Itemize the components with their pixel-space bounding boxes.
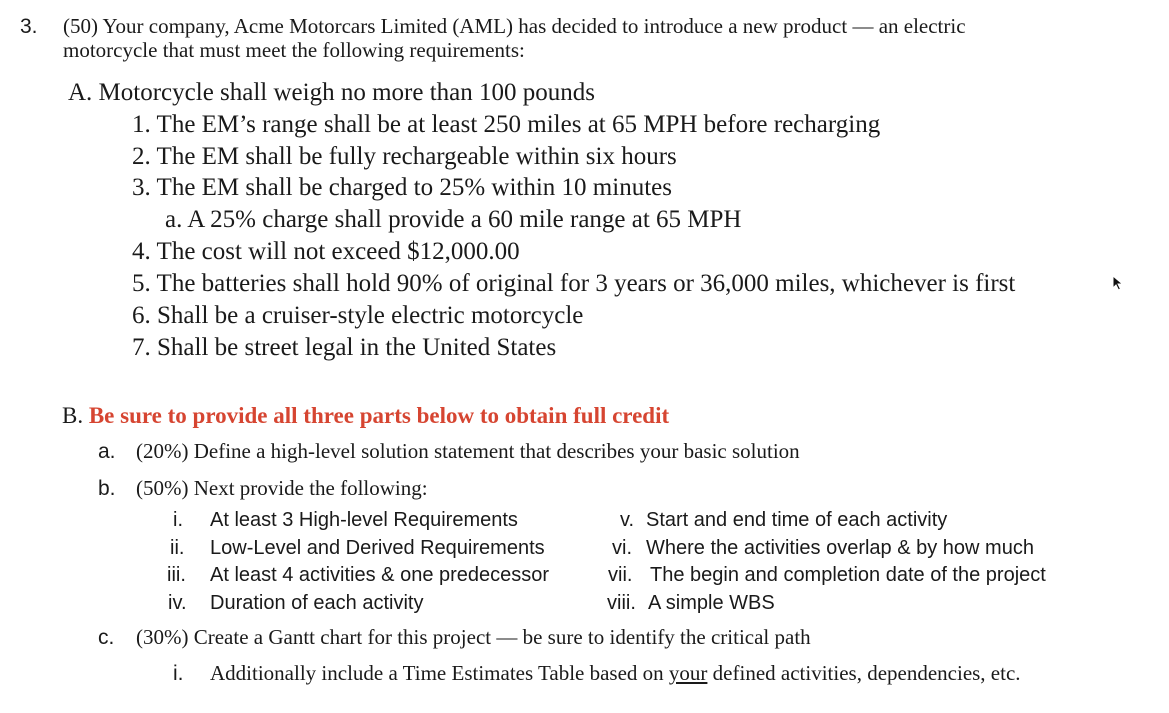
requirement-4: 4. The cost will not exceed $12,000.00 bbox=[132, 238, 520, 265]
section-a-heading: A. Motorcycle shall weigh no more than 100 pounds bbox=[68, 79, 595, 106]
part-b-item-iv: Duration of each activity bbox=[210, 592, 424, 614]
part-b-item-vii-marker: vii. bbox=[608, 564, 633, 586]
part-c-sub-text-underlined: your bbox=[668, 661, 708, 685]
part-c-marker: c. bbox=[98, 626, 115, 649]
part-b-item-vi: Where the activities overlap & by how much bbox=[646, 537, 1034, 559]
section-b-emphasis: Be sure to provide all three parts below to obtain full credit bbox=[88, 403, 670, 428]
requirement-2: 2. The EM shall be fully rechargeable within six hours bbox=[132, 143, 677, 170]
mouse-pointer-icon bbox=[1112, 275, 1124, 296]
part-b-item-iv-marker: iv. bbox=[168, 592, 187, 614]
requirement-1: 1. The EM’s range shall be at least 250 miles at 65 MPH before recharging bbox=[132, 111, 881, 138]
question-intro-line2: motorcycle that must meet the following requirements: bbox=[63, 38, 525, 62]
part-c-sub-text bbox=[210, 663, 1021, 684]
part-b-item-i: At least 3 High-level Requirements bbox=[210, 509, 518, 531]
section-b-prefix: B. bbox=[62, 403, 84, 428]
part-b-item-viii-marker: viii. bbox=[607, 592, 636, 614]
part-b-text: (50%) Next provide the following: bbox=[136, 476, 428, 500]
part-a-marker: a. bbox=[98, 440, 116, 463]
requirement-3: 3. The EM shall be charged to 25% within 10 minutes bbox=[132, 174, 672, 201]
part-b-item-v: Start and end time of each activity bbox=[646, 509, 948, 531]
question-intro-line1: (50) Your company, Acme Motorcars Limited (AML) has decided to introduce a new product — an electric bbox=[63, 14, 966, 38]
part-c-text: (30%) Create a Gantt chart for this project — be sure to identify the critical path bbox=[136, 625, 811, 649]
part-b-item-ii: Low-Level and Derived Requirements bbox=[210, 537, 545, 559]
part-c-sub-marker: i. bbox=[173, 662, 184, 685]
requirement-5: 5. The batteries shall hold 90% of original for 3 years or 36,000 miles, whichever is first bbox=[132, 270, 1016, 297]
section-b-heading bbox=[62, 404, 669, 427]
question-number: 3. bbox=[20, 15, 38, 38]
requirement-3a: a. A 25% charge shall provide a 60 mile range at 65 MPH bbox=[165, 206, 742, 233]
requirement-6: 6. Shall be a cruiser-style electric motorcycle bbox=[132, 302, 584, 329]
part-b-marker: b. bbox=[98, 477, 116, 500]
part-b-item-vii: The begin and completion date of the project bbox=[650, 564, 1046, 586]
part-b-item-viii: A simple WBS bbox=[648, 592, 775, 614]
part-b-item-iii-marker: iii. bbox=[167, 564, 186, 586]
part-a-text: (20%) Define a high-level solution statement that describes your basic solution bbox=[136, 439, 800, 463]
part-b-item-i-marker: i. bbox=[173, 509, 183, 531]
part-b-item-vi-marker: vi. bbox=[612, 537, 632, 559]
part-b-item-v-marker: v. bbox=[620, 509, 635, 531]
requirement-7: 7. Shall be street legal in the United States bbox=[132, 334, 557, 361]
part-c-sub-text-after: defined activities, dependencies, etc. bbox=[707, 661, 1021, 685]
part-b-item-ii-marker: ii. bbox=[170, 537, 185, 559]
part-c-sub-text-before: Additionally include a Time Estimates Table based on bbox=[210, 661, 669, 685]
part-b-item-iii: At least 4 activities & one predecessor bbox=[210, 564, 550, 586]
